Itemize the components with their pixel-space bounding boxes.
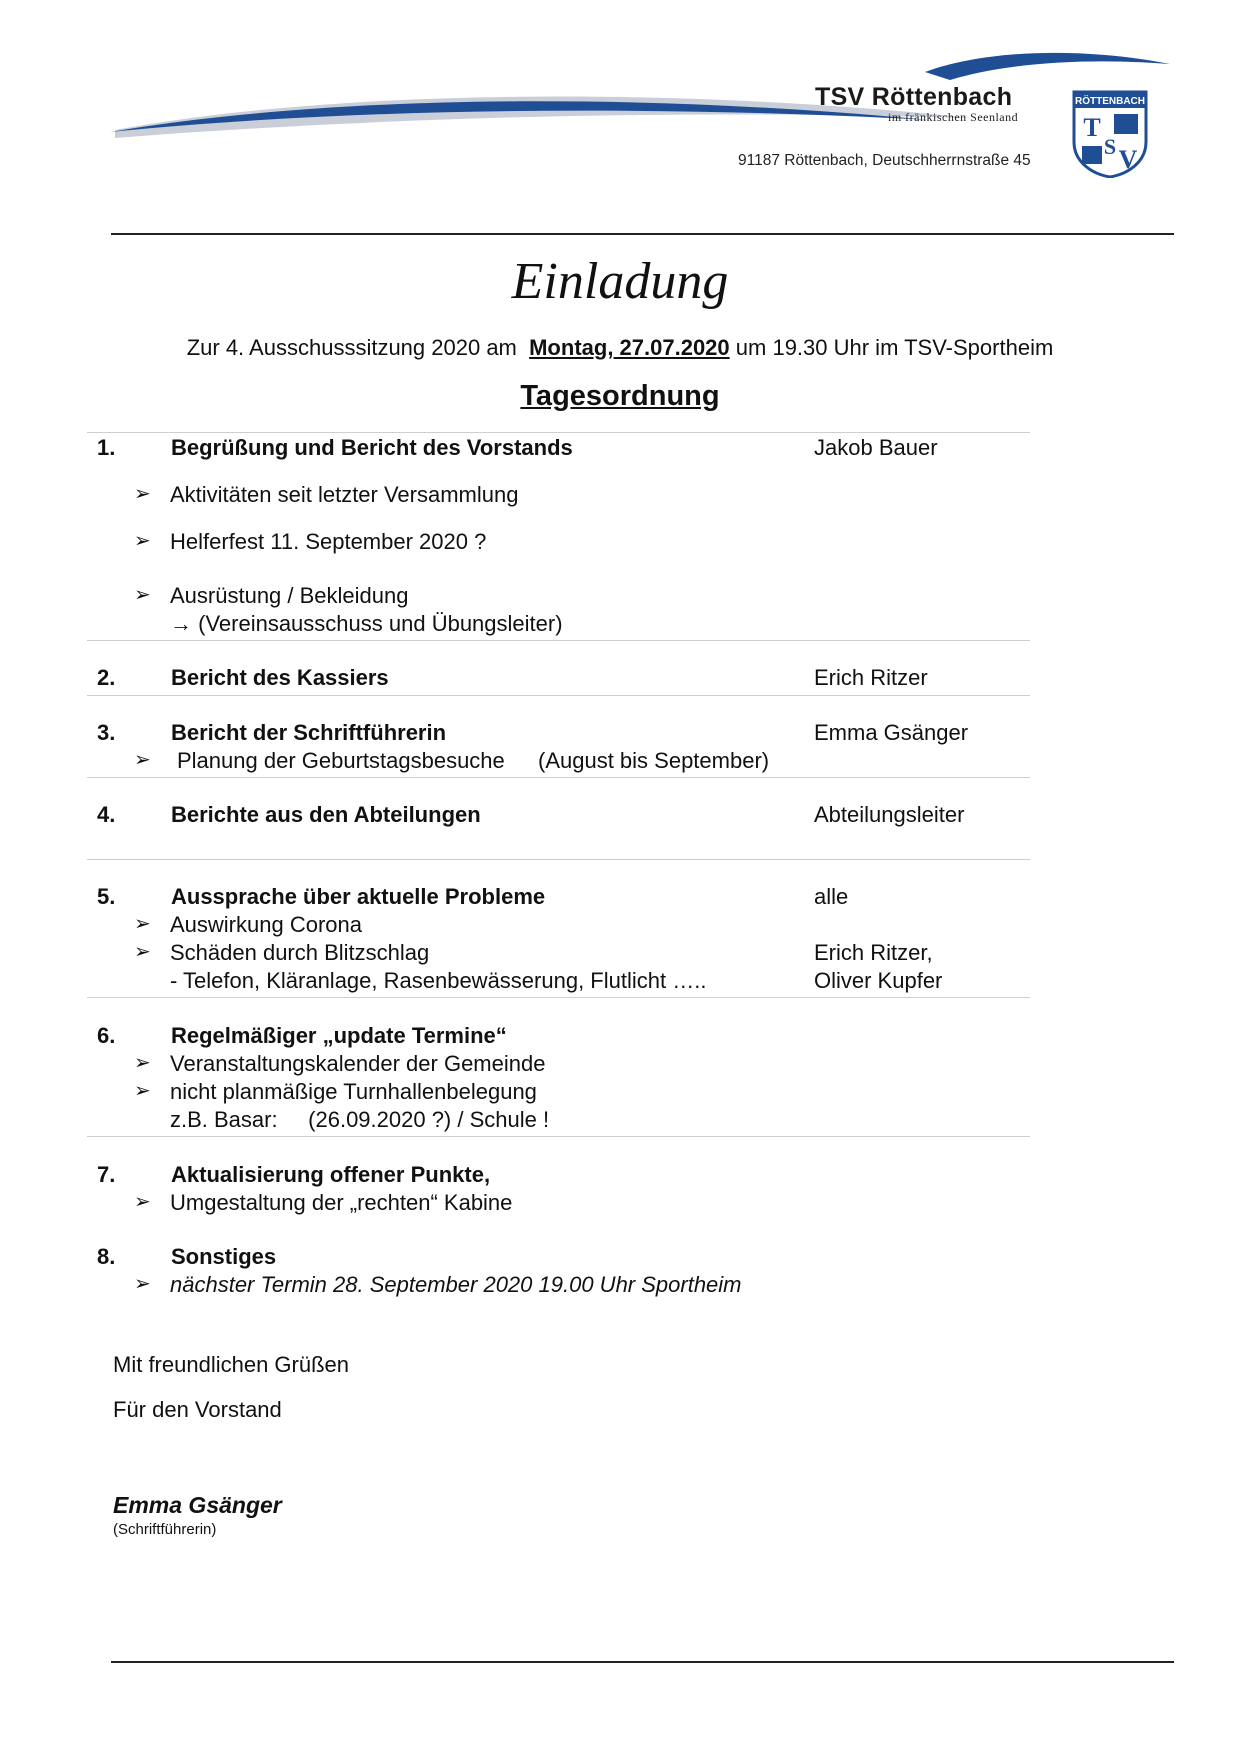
agenda-title: Bericht des Kassiers: [171, 665, 389, 690]
club-subtitle: im fränkischen Seenland: [888, 110, 1019, 124]
signature-role: (Schriftführerin): [113, 1521, 217, 1538]
signature-name: Emma Gsänger: [113, 1492, 282, 1518]
agenda-number: 3.: [97, 720, 116, 745]
agenda-subitem-note: z.B. Basar: (26.09.2020 ?) / Schule !: [170, 1107, 550, 1132]
agenda-subitem-note: → (Vereinsausschuss und Übungsleiter): [170, 611, 563, 636]
agenda-responsible: Emma Gsänger: [814, 720, 969, 745]
separator: [87, 1136, 1030, 1137]
separator: [87, 432, 1030, 433]
on-behalf: Für den Vorstand: [113, 1397, 282, 1422]
svg-text:RÖTTENBACH: RÖTTENBACH: [1075, 96, 1145, 107]
agenda-number: 8.: [97, 1244, 116, 1269]
agenda-number: 2.: [97, 665, 116, 690]
bullet-arrow-icon: ➢: [134, 1052, 151, 1074]
bullet-arrow-icon: ➢: [134, 1080, 151, 1102]
agenda-title: Aussprache über aktuelle Probleme: [171, 884, 546, 909]
meeting-intro: [0, 335, 1240, 361]
agenda-subitem: Aktivitäten seit letzter Versammlung: [170, 482, 519, 507]
separator: [87, 777, 1030, 778]
agenda-subitem: Auswirkung Corona: [170, 912, 362, 937]
separator: [87, 859, 1030, 860]
agenda-number: 4.: [97, 802, 116, 827]
agenda-responsible: Erich Ritzer: [814, 665, 928, 690]
top-rule: [111, 233, 1174, 235]
agenda-responsible: alle: [814, 884, 849, 909]
agenda-title: Berichte aus den Abteilungen: [171, 802, 481, 827]
bullet-arrow-icon: ➢: [134, 483, 151, 505]
separator: [87, 695, 1030, 696]
agenda-responsible: Erich Ritzer,: [814, 940, 933, 965]
agenda-subitem: Ausrüstung / Bekleidung: [170, 583, 409, 608]
svg-text:V: V: [1118, 145, 1138, 174]
agenda-title: Begrüßung und Bericht des Vorstands: [171, 435, 573, 460]
bullet-arrow-icon: ➢: [134, 941, 151, 963]
agenda-responsible: Jakob Bauer: [814, 435, 938, 460]
agenda-number: 1.: [97, 435, 116, 460]
agenda-responsible: Oliver Kupfer: [814, 968, 943, 993]
bullet-arrow-icon: ➢: [134, 749, 151, 771]
agenda-subitem: Umgestaltung der „rechten“ Kabine: [170, 1190, 513, 1215]
agenda-title: Bericht der Schriftführerin: [171, 720, 447, 745]
agenda-subitem: nicht planmäßige Turnhallenbelegung: [170, 1079, 537, 1104]
agenda-subitem: Schäden durch Blitzschlag: [170, 940, 430, 965]
next-meeting-note: nächster Termin 28. September 2020 19.00 Uhr Sportheim: [170, 1272, 742, 1297]
agenda-subitem: Planung der Geburtstagsbesuche: [177, 748, 505, 773]
agenda-subitem-detail: - Telefon, Kläranlage, Rasenbewässerung, Flutlicht …..: [170, 968, 707, 993]
agenda-title: Regelmäßiger „update Termine“: [171, 1023, 507, 1048]
bullet-arrow-icon: ➢: [134, 913, 151, 935]
bottom-rule: [111, 1661, 1174, 1663]
svg-text:T: T: [1083, 113, 1101, 142]
agenda-heading: Tagesordnung: [520, 380, 720, 412]
agenda-subitem-period: (August bis September): [538, 748, 770, 773]
svg-text:S: S: [1103, 134, 1117, 159]
agenda-number: 5.: [97, 884, 116, 909]
agenda-title: Aktualisierung offener Punkte,: [171, 1162, 491, 1187]
agenda-subitem: Helferfest 11. September 2020 ?: [170, 529, 487, 554]
document-title: Einladung: [511, 253, 729, 310]
intro-after: um 19.30 Uhr im TSV-Sportheim: [735, 335, 1054, 360]
intro-before: Zur 4. Ausschusssitzung 2020 am: [186, 335, 517, 360]
greeting: Mit freundlichen Grüßen: [113, 1352, 349, 1377]
bullet-arrow-icon: ➢: [134, 584, 151, 606]
club-crest-logo: [1072, 90, 1148, 178]
agenda-title: Sonstiges: [171, 1244, 277, 1269]
club-address: 91187 Röttenbach, Deutschherrnstraße 45: [738, 152, 1031, 169]
separator: [87, 997, 1030, 998]
club-name: TSV Röttenbach: [815, 83, 1013, 111]
separator: [87, 640, 1030, 641]
bullet-arrow-icon: ➢: [134, 1273, 151, 1295]
agenda-number: 6.: [97, 1023, 116, 1048]
meeting-date: Montag, 27.07.2020: [529, 335, 730, 360]
bullet-arrow-icon: ➢: [134, 530, 151, 552]
agenda-responsible: Abteilungsleiter: [814, 802, 965, 827]
agenda-subitem: Veranstaltungskalender der Gemeinde: [170, 1051, 546, 1076]
agenda-number: 7.: [97, 1162, 116, 1187]
bullet-arrow-icon: ➢: [134, 1191, 151, 1213]
